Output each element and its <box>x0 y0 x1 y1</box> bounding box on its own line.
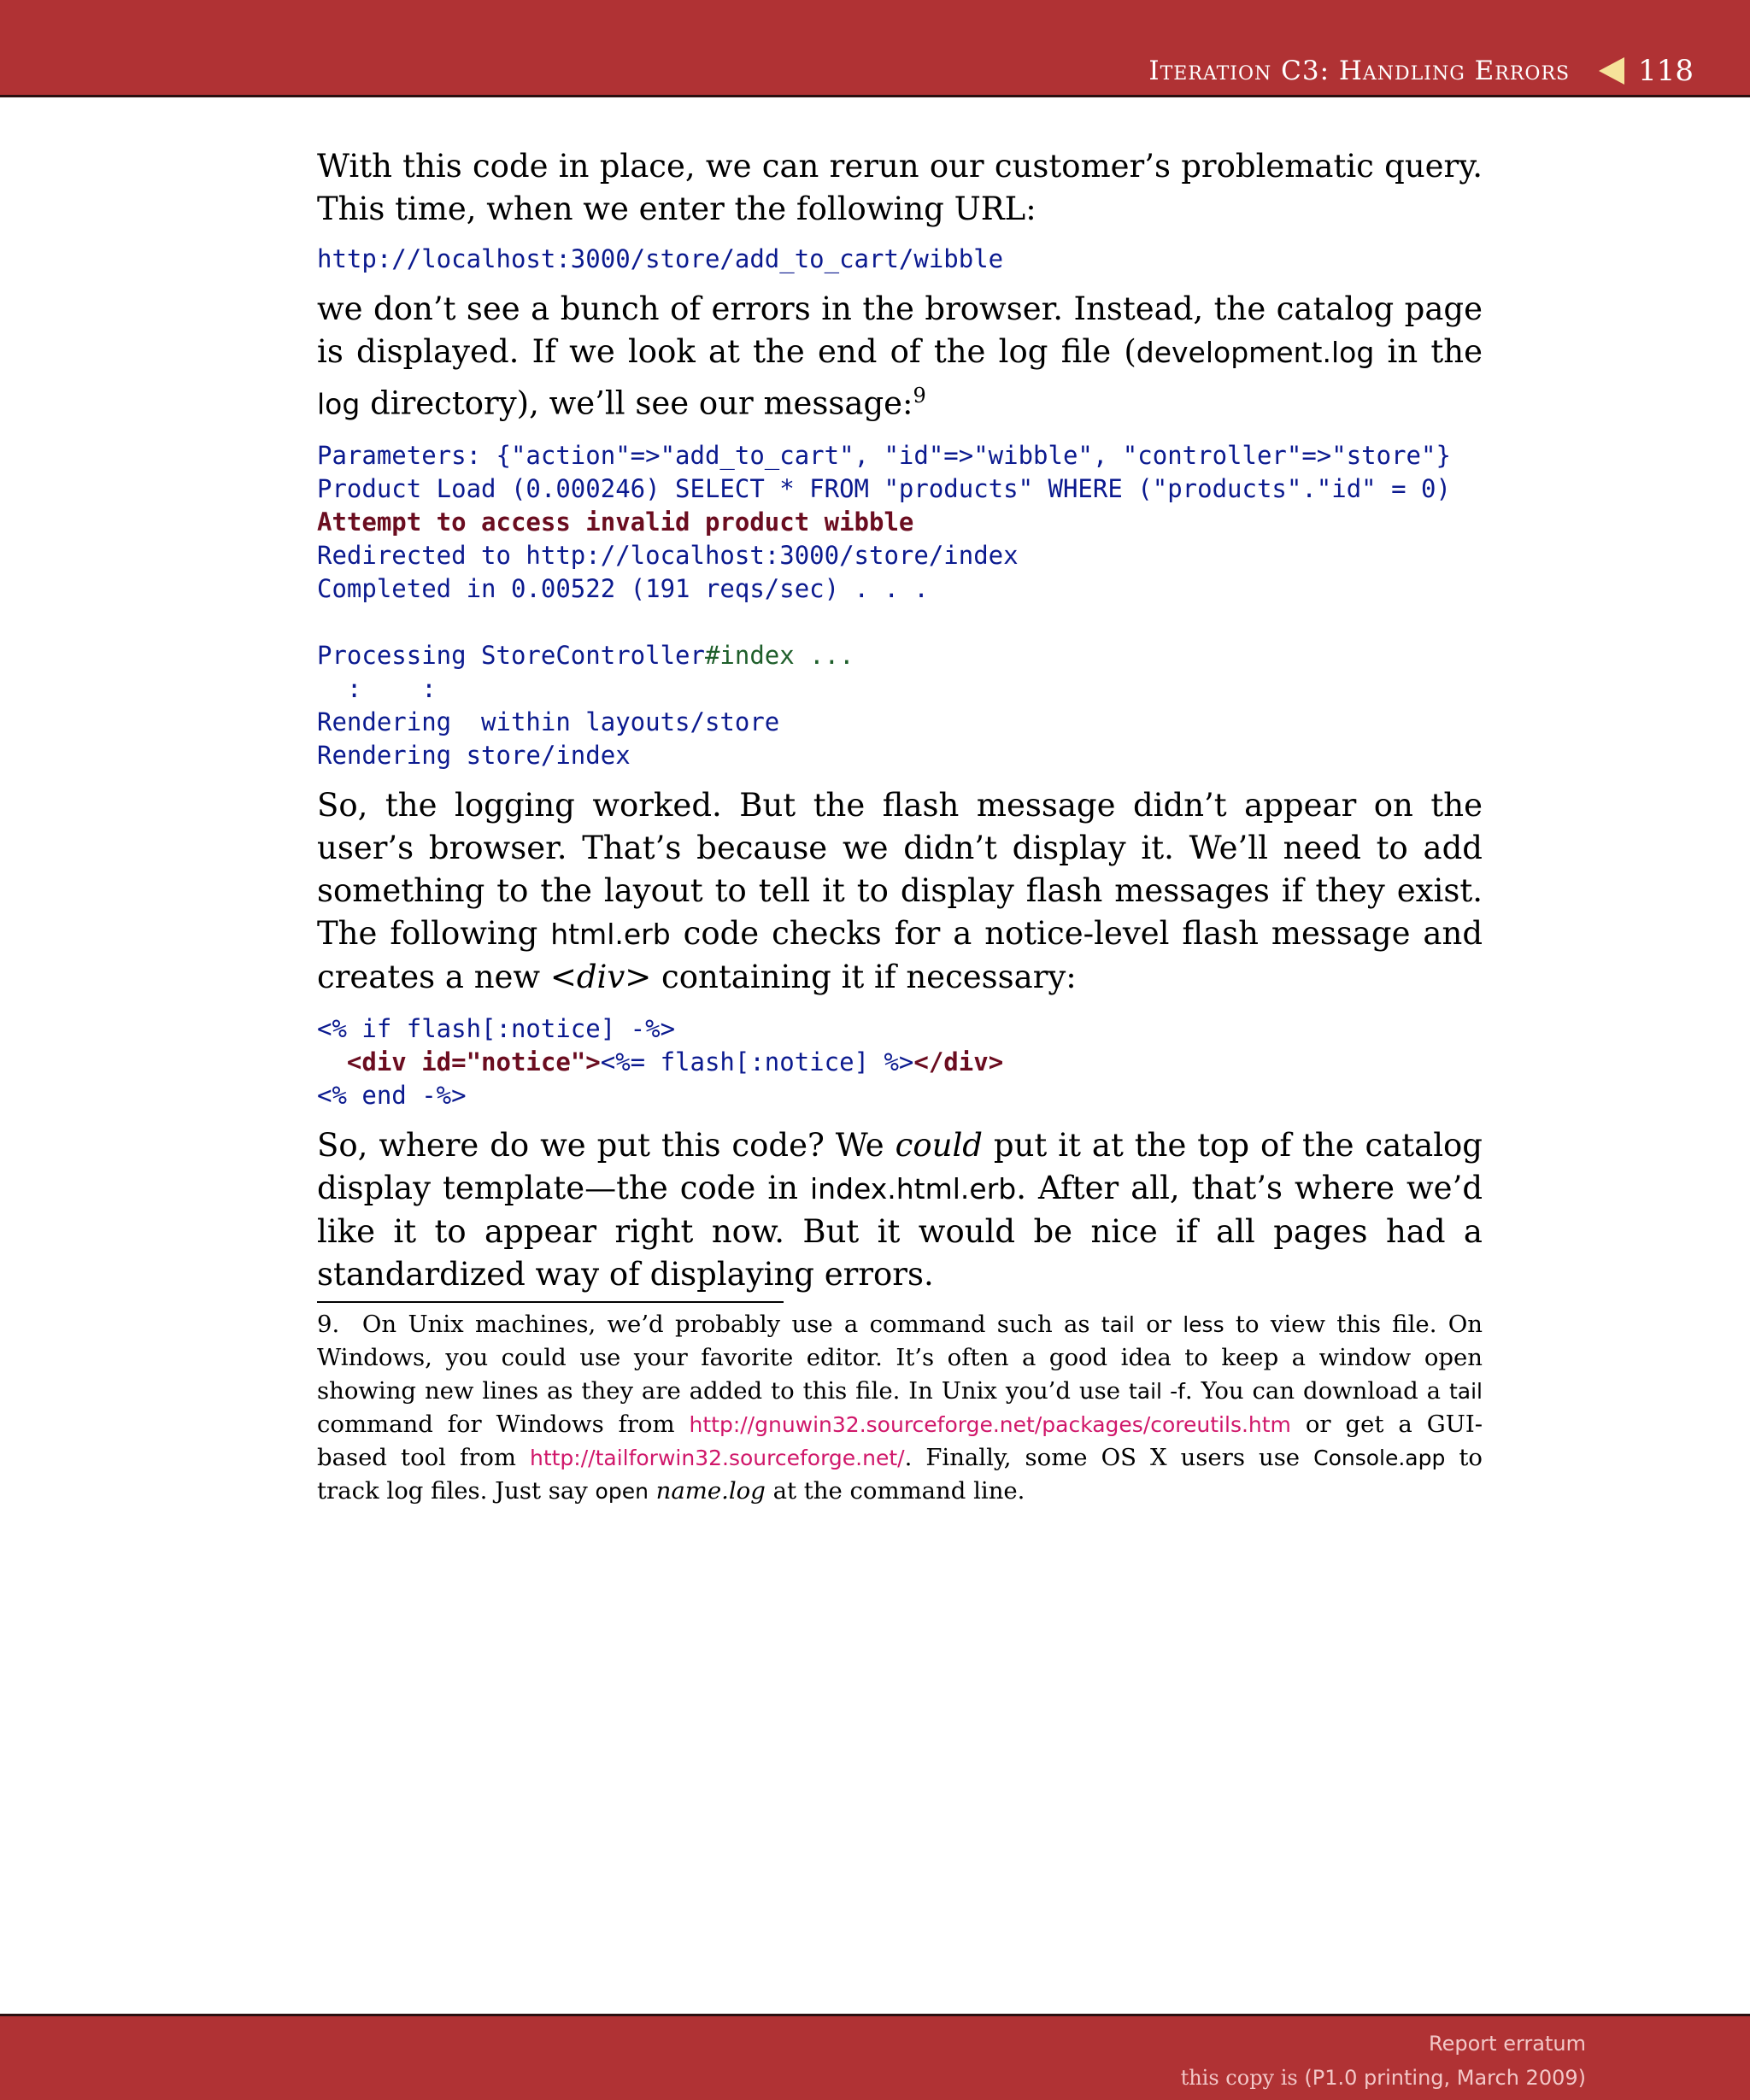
paragraph-3 <box>317 784 1483 999</box>
erb-line-3: <% end -%> <box>317 1081 467 1111</box>
copy-info <box>1181 2066 1586 2090</box>
footnote-text-8: to track log files. Just say <box>317 1444 1483 1505</box>
log-line-10: Rendering store/index <box>317 741 631 771</box>
footnote-9 <box>317 1308 1483 1508</box>
paragraph-4-text-b: put it at the top of the catalog display template—the code in <box>317 1127 1483 1207</box>
footnote-text-7: . Finally, some OS X users use <box>904 1444 1314 1472</box>
emphasis-could: could <box>895 1127 983 1164</box>
footnote-text-5: command for Windows from <box>317 1411 690 1439</box>
footnote-divider <box>317 1301 784 1303</box>
erb-line-2-indent <box>317 1047 347 1076</box>
erb-code-block <box>317 1012 1483 1112</box>
copy-info-b: (P1.0 printing, March 2009) <box>1304 2066 1586 2090</box>
gnuwin32-link[interactable]: http://gnuwin32.sourceforge.net/packages/coreutils.htm <box>689 1412 1291 1438</box>
url-code-block <box>317 243 1483 276</box>
log-line-7 <box>317 641 854 670</box>
erb-line-2-c: </div> <box>913 1047 1004 1077</box>
log-code-block <box>317 439 1483 772</box>
console-app: Console.app <box>1313 1446 1446 1471</box>
name-log: name.log <box>655 1477 766 1505</box>
paragraph-2-text-b: in the <box>1374 333 1483 370</box>
report-erratum-link[interactable]: Report erratum <box>1429 2032 1586 2056</box>
erb-line-2-b: <%= flash[:notice] %> <box>600 1047 914 1077</box>
log-line-7-b: #index ... <box>704 641 854 671</box>
paragraph-2 <box>317 288 1483 425</box>
footnote-text-3: to view this file. On Windows, you could use your favorite editor. It’s often a good idea to keep a window open showing new lines as they are added to this file. In Unix you’d use <box>317 1311 1483 1405</box>
cmd-tail-f: tail -f <box>1128 1379 1185 1405</box>
paragraph-2-text-c: directory), we’ll see our message: <box>360 384 913 422</box>
footnote-text-9: at the command line. <box>765 1477 1025 1505</box>
running-header <box>1148 50 1694 92</box>
cmd-tail-2: tail <box>1448 1379 1483 1405</box>
page-number: 118 <box>1638 54 1694 88</box>
footnote-ref: 9 <box>913 384 926 408</box>
paragraph-4-text-c: . After all, that’s where we’d like it to appear right now. But it would be nice if all pages had a standardized way of displaying errors. <box>317 1170 1483 1293</box>
erb-line-2-a: <div id="notice"> <box>346 1047 601 1077</box>
footnote-text-4: . You can download a <box>1184 1377 1449 1405</box>
cmd-open: open <box>595 1479 649 1505</box>
paragraph-3-text-a: So, the logging worked. But the flash message didn’t appear on the user’s browser. That’s because we didn’t display it. We’ll need to add something to the layout to tell it to display flash messages if they exist. The following <box>317 787 1483 953</box>
log-line-2: Product Load (0.000246) SELECT * FROM "products" WHERE ("products"."id" = 0) <box>317 474 1451 504</box>
paragraph-1: With this code in place, we can rerun our customer’s problematic query. This time, when we enter the following URL: <box>317 148 1483 227</box>
cmd-less: less <box>1183 1312 1224 1338</box>
page-body <box>317 145 1483 1508</box>
footnote-text-6: or get a GUI-based tool from <box>317 1411 1483 1472</box>
dirname-log: log <box>317 387 361 421</box>
log-line-4: Redirected to http://localhost:3000/store/index <box>317 541 1019 571</box>
tailforwin32-link[interactable]: http://tailforwin32.sourceforge.net/ <box>529 1446 905 1471</box>
log-line-9: Rendering within layouts/store <box>317 707 780 737</box>
paragraph-2-text-a: we don’t see a bunch of errors in the browser. Instead, the catalog page is displayed. If we look at the end of the log file ( <box>317 290 1483 370</box>
log-line-8: : : <box>317 674 437 704</box>
copy-info-a: this copy is <box>1180 2066 1305 2090</box>
log-line-5: Completed in 0.00522 (191 reqs/sec) . . . <box>317 574 929 604</box>
filename-index-html-erb: index.html.erb <box>809 1172 1017 1206</box>
footnote-number: 9. <box>317 1311 340 1339</box>
url-line: http://localhost:3000/store/add_to_cart/wibble <box>317 244 1004 273</box>
log-line-7-a: Processing StoreController <box>317 641 705 671</box>
chapter-title: Iteration C3: Handling Errors <box>1148 56 1571 86</box>
erb-line-1: <% if flash[:notice] -%> <box>317 1014 676 1044</box>
log-line-3: Attempt to access invalid product wibble <box>317 507 914 537</box>
left-arrow-icon <box>1599 57 1624 85</box>
header-bar <box>0 0 1750 97</box>
paragraph-4-text-a: So, where do we put this code? We <box>317 1127 896 1164</box>
div-tag: <div> <box>549 959 652 996</box>
filename-html-erb: html.erb <box>550 918 671 952</box>
paragraph-3-text-c: containing it if necessary: <box>651 959 1077 996</box>
erb-line-2 <box>317 1047 1003 1076</box>
paragraph-3-text-b: code checks for a notice-level flash message and creates a new <box>317 915 1483 996</box>
log-line-1: Parameters: {"action"=>"add_to_cart", "id"=>"wibble", "controller"=>"store"} <box>317 441 1451 471</box>
footnote-text-2: or <box>1134 1311 1183 1339</box>
footnote-text-1: On Unix machines, we’d probably use a command such as <box>361 1311 1101 1339</box>
footer-bar <box>0 2014 1750 2100</box>
paragraph-4 <box>317 1124 1483 1296</box>
filename-development-log: development.log <box>1136 336 1375 369</box>
cmd-tail: tail <box>1101 1312 1135 1338</box>
